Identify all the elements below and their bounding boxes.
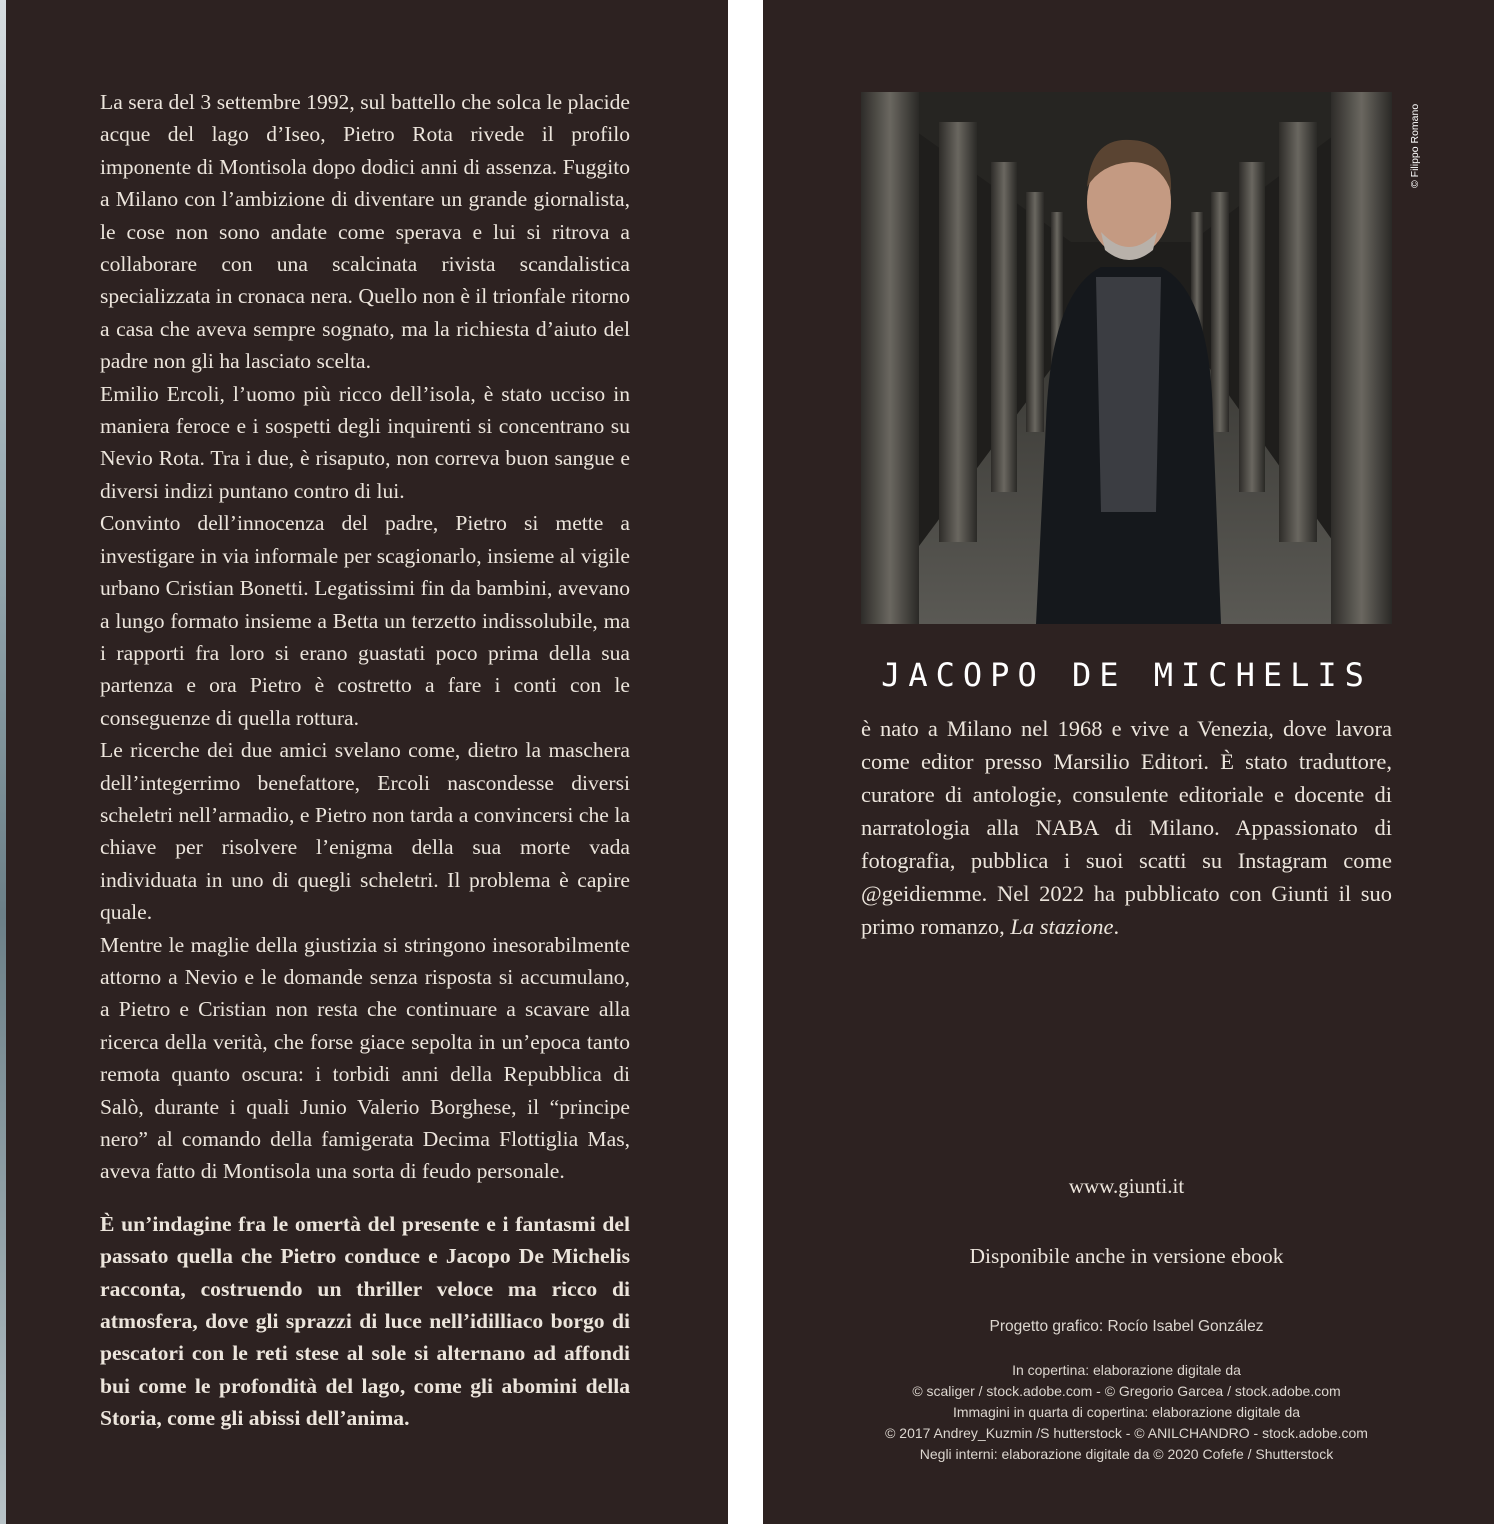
synopsis-paragraph: La sera del 3 settembre 1992, sul battello che solca le placide acque del lago d’Iseo, Pietro Rota rivede il profilo imponente di Montisola dopo dodici anni di assenza. Fuggito a Milano con l’ambizione di diventare un grande giornalista, le cose non sono andate come sperava e lui si ritrova a collaborare con una scalcinata rivista scandalistica specializzata in cronaca nera. Quello non è il trionfale ritorno a casa che aveva sempre sognato, ma la richiesta d’aiuto del padre non gli ha lasciato scelta.	[100, 90, 631, 374]
author-photo	[861, 92, 1392, 624]
bio-text: è nato a Milano nel 1968 e vive a Venezia, dove lavora come editor presso Marsilio Editori. È stato traduttore, curatore di antologie, consulente editoriale e docente di narratologia alla NABA di Milano. Appassionato di fotografia, pubblica i suoi scatti su Instagram come @geidiemme. Nel 2022 ha pubblicato con Giunti il suo primo romanzo,	[861, 716, 1392, 939]
synopsis-paragraph: Mentre le maglie della giustizia si stringono inesorabilmente attorno a Nevio e le domande senza risposta si accumulano, a Pietro e Cristian non resta che continuare a scavare alla ricerca della verità, che forse giace sepolta in un’epoca tanto remota quanto oscura: i torbidi anni della Repubblica di Salò, durante i quali Junio Valerio Borghese, il “principe nero” al comando della famigerata Decima Flottiglia Mas, aveva fatto di Montisola una sorta di feudo personale.	[100, 932, 630, 1184]
synopsis-paragraph: Le ricerche dei due amici svelano come, dietro la maschera dell’integerrimo benefattore, Ercoli nascondesse diversi scheletri nell’armadio, e Pietro non tarda a convincersi che la chiave per risolvere l’enigma della sua morte vada individuata in uno di quegli scheletri. Il problema è capire quale.	[100, 738, 630, 925]
credit-line: © 2017 Andrey_Kuzmin /S hutterstock - © ANILCHANDRO - stock.adobe.com	[885, 1425, 1368, 1441]
design-credit: Progetto grafico: Rocío Isabel González	[989, 1318, 1264, 1335]
credit-line: In copertina: elaborazione digitale da	[1012, 1362, 1241, 1378]
synopsis-closing: È un’indagine fra le omertà del presente e i fantasmi del passato quella che Pietro conduce e Jacopo De Michelis racconta, costruendo un thriller veloce ma ricco di atmosfera, dove gli sprazzi di luce nell’idilliaco borgo di pescatori con le reti stese al sole si alternano ad affondi bui come le profondità del lago, come gli abomini della Storia, come gli abissi dell’anima.	[100, 1211, 630, 1431]
photo-credit: © Filippo Romano	[1409, 103, 1421, 188]
bio-end: .	[1113, 914, 1120, 939]
synopsis	[100, 86, 630, 1435]
credit-line: Immagini in quarta di copertina: elaborazione digitale da	[952, 1404, 1301, 1420]
credit-line: Negli interni: elaborazione digitale da © 2020 Cofefe / Shutterstock	[919, 1446, 1334, 1462]
right-flap	[763, 0, 1494, 1524]
book-title: La stazione	[1010, 914, 1114, 939]
credit-line: © scaliger / stock.adobe.com - © Gregorio Garcea / stock.adobe.com	[912, 1383, 1341, 1399]
synopsis-paragraph: Emilio Ercoli, l’uomo più ricco dell’isola, è stato ucciso in maniera feroce e i sospetti degli inquirenti si concentrano su Nevio Rota. Tra i due, è risaputo, non correva buon sangue e diversi indizi puntano contro di lui.	[100, 381, 630, 503]
author-name: JACOPO DE MICHELIS	[881, 656, 1372, 694]
synopsis-paragraph: Convinto dell’innocenza del padre, Pietro si mette a investigare in via informale per scagionarlo, insieme al vigile urbano Cristian Bonetti. Legatissimi fin da bambini, avevano a lungo formato insieme a Betta un terzetto indissolubile, ma i rapporti fra loro si erano guastati poco prima della sua partenza e ora Pietro è costretto a fare i conti con le conseguenze di quella rottura.	[100, 511, 630, 730]
website: www.giunti.it	[1068, 1174, 1185, 1198]
image-credits	[841, 1360, 1412, 1465]
left-flap	[6, 0, 728, 1524]
author-bio	[861, 712, 1392, 943]
ebook-note: Disponibile anche in versione ebook	[969, 1244, 1284, 1268]
